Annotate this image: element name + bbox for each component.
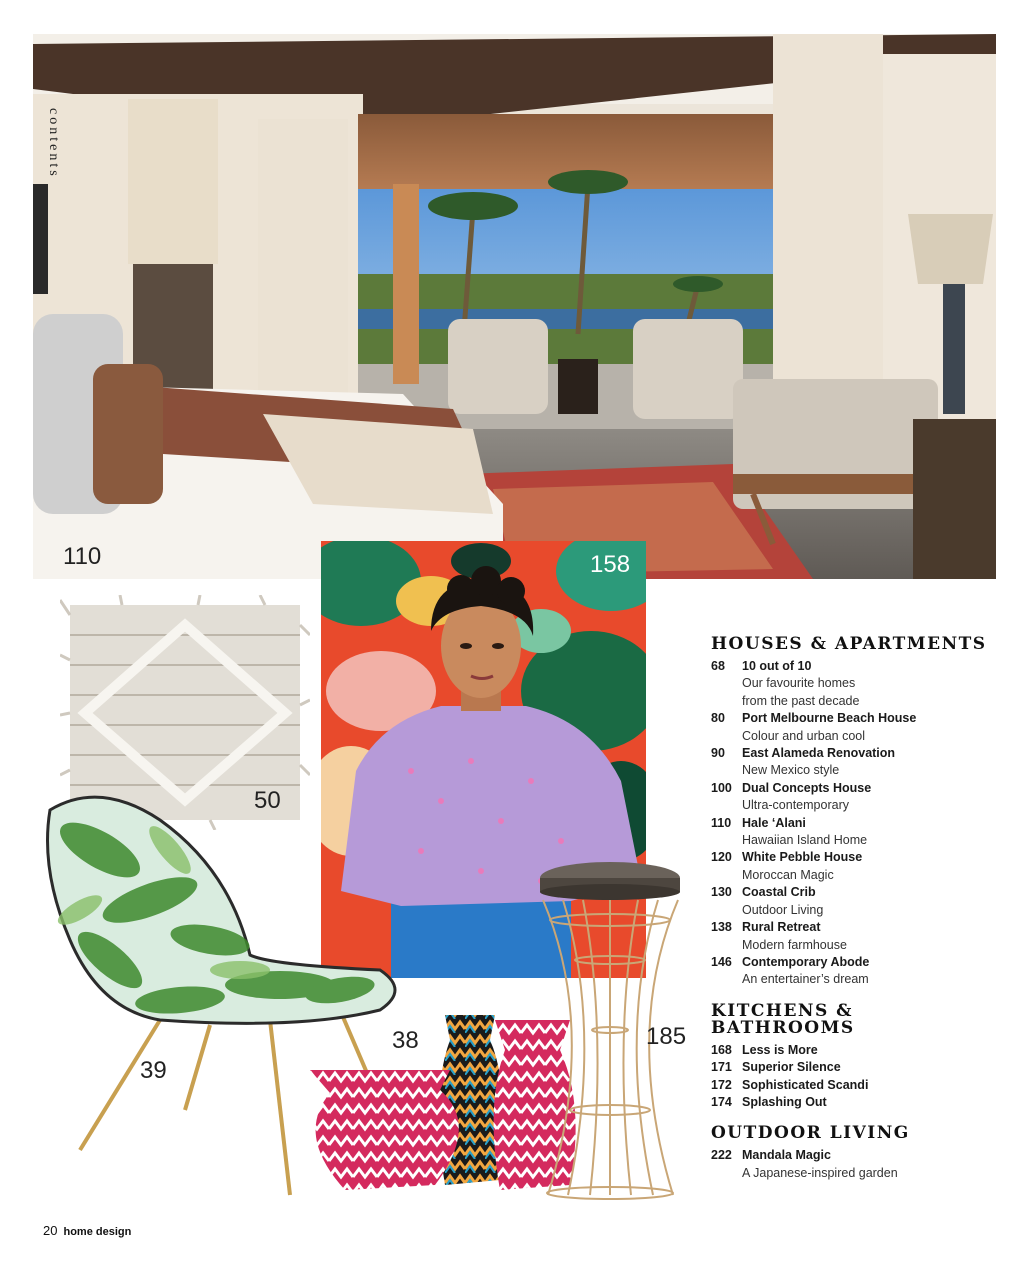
entry-title: Dual Concepts House — [742, 780, 872, 795]
entry-subtitle: Colour and urban cool — [742, 728, 865, 743]
list-item[interactable] — [711, 745, 1001, 762]
entry-subtitle: An entertainer’s dream — [742, 972, 869, 987]
entry-title: Hale ‘Alani — [742, 815, 806, 830]
entry-page-number: 146 — [711, 954, 732, 969]
list-item[interactable] — [711, 1147, 1001, 1164]
entry-title: 10 out of 10 — [742, 659, 812, 673]
entry-page-number: 100 — [711, 780, 732, 795]
page-ref-portrait: 158 — [590, 551, 631, 578]
entry-page-number: 80 — [711, 711, 725, 726]
entry-title: Sophisticated Scandi — [742, 1077, 869, 1092]
entry-title: East Alameda Renovation — [742, 746, 896, 761]
entry-subtitle: Ultra-contemporary — [742, 798, 849, 813]
section-kitchens-bathrooms — [711, 1000, 1001, 1112]
entry-subtitle: Our favourite homes — [742, 676, 856, 691]
page-ref-baskets: 38 — [392, 1027, 419, 1054]
entry-page-number: 168 — [711, 1042, 732, 1057]
entry-subtitle: New Mexico style — [742, 763, 840, 778]
page-number: 20 — [43, 1223, 58, 1238]
entry-page-number: 222 — [711, 1148, 732, 1163]
list-item[interactable] — [711, 658, 1001, 675]
entry-title: Superior Silence — [742, 1060, 841, 1075]
entry-subtitle: Hawaiian Island Home — [742, 833, 868, 848]
section-outdoor-living — [711, 1125, 1001, 1182]
entry-page-number: 171 — [711, 1060, 732, 1075]
list-item[interactable] — [711, 884, 1001, 901]
entry-title: Mandala Magic — [742, 1148, 831, 1163]
bedroom-illustration — [33, 34, 996, 579]
list-item[interactable] — [711, 919, 1001, 936]
entry-title: Splashing Out — [742, 1094, 827, 1109]
list-item[interactable] — [711, 1094, 1001, 1111]
page-ref-hero: 110 — [63, 543, 102, 570]
hero-bedroom-photo — [33, 34, 996, 579]
entry-page-number: 68 — [711, 659, 725, 673]
contents-list — [711, 636, 1001, 1182]
page-ref-cushion: 50 — [254, 787, 281, 814]
entry-page-number: 120 — [711, 850, 732, 865]
entry-title: Coastal Crib — [742, 885, 816, 900]
list-item[interactable] — [711, 710, 1001, 727]
magazine-name: home design — [63, 1226, 132, 1238]
section-title: HOUSES & APARTMENTS — [711, 634, 987, 654]
page-ref-chair: 39 — [140, 1057, 167, 1084]
entry-title: White Pebble House — [742, 850, 863, 865]
section-title: OUTDOOR LIVING — [711, 1123, 910, 1144]
entry-page-number: 172 — [711, 1077, 732, 1092]
entry-page-number: 138 — [711, 920, 732, 935]
entry-subtitle: Modern farmhouse — [742, 937, 847, 952]
list-item[interactable] — [711, 1042, 1001, 1059]
page-ref-side-table: 185 — [646, 1023, 687, 1050]
entry-title: Contemporary Abode — [742, 954, 870, 969]
entry-subtitle: A Japanese-inspired garden — [742, 1165, 898, 1180]
entry-page-number: 90 — [711, 746, 725, 761]
section-title: KITCHENS & BATHROOMS — [711, 1000, 855, 1038]
list-item[interactable] — [711, 849, 1001, 866]
entry-title: Port Melbourne Beach House — [742, 711, 917, 726]
entry-subtitle: Outdoor Living — [742, 902, 824, 917]
list-item[interactable] — [711, 815, 1001, 832]
contents-side-label: contents — [46, 108, 61, 179]
section-houses-apartments — [711, 636, 1001, 989]
entry-subtitle: from the past decade — [742, 693, 860, 708]
entry-title: Rural Retreat — [742, 920, 821, 935]
list-item[interactable] — [711, 780, 1001, 797]
list-item[interactable] — [711, 1077, 1001, 1094]
entry-page-number: 174 — [711, 1094, 732, 1109]
list-item[interactable] — [711, 954, 1001, 971]
list-item[interactable] — [711, 1059, 1001, 1076]
page-footer — [43, 1223, 131, 1238]
entry-title: Less is More — [742, 1042, 818, 1057]
entry-page-number: 130 — [711, 885, 732, 900]
entry-page-number: 110 — [711, 815, 732, 830]
entry-subtitle: Moroccan Magic — [742, 867, 834, 882]
